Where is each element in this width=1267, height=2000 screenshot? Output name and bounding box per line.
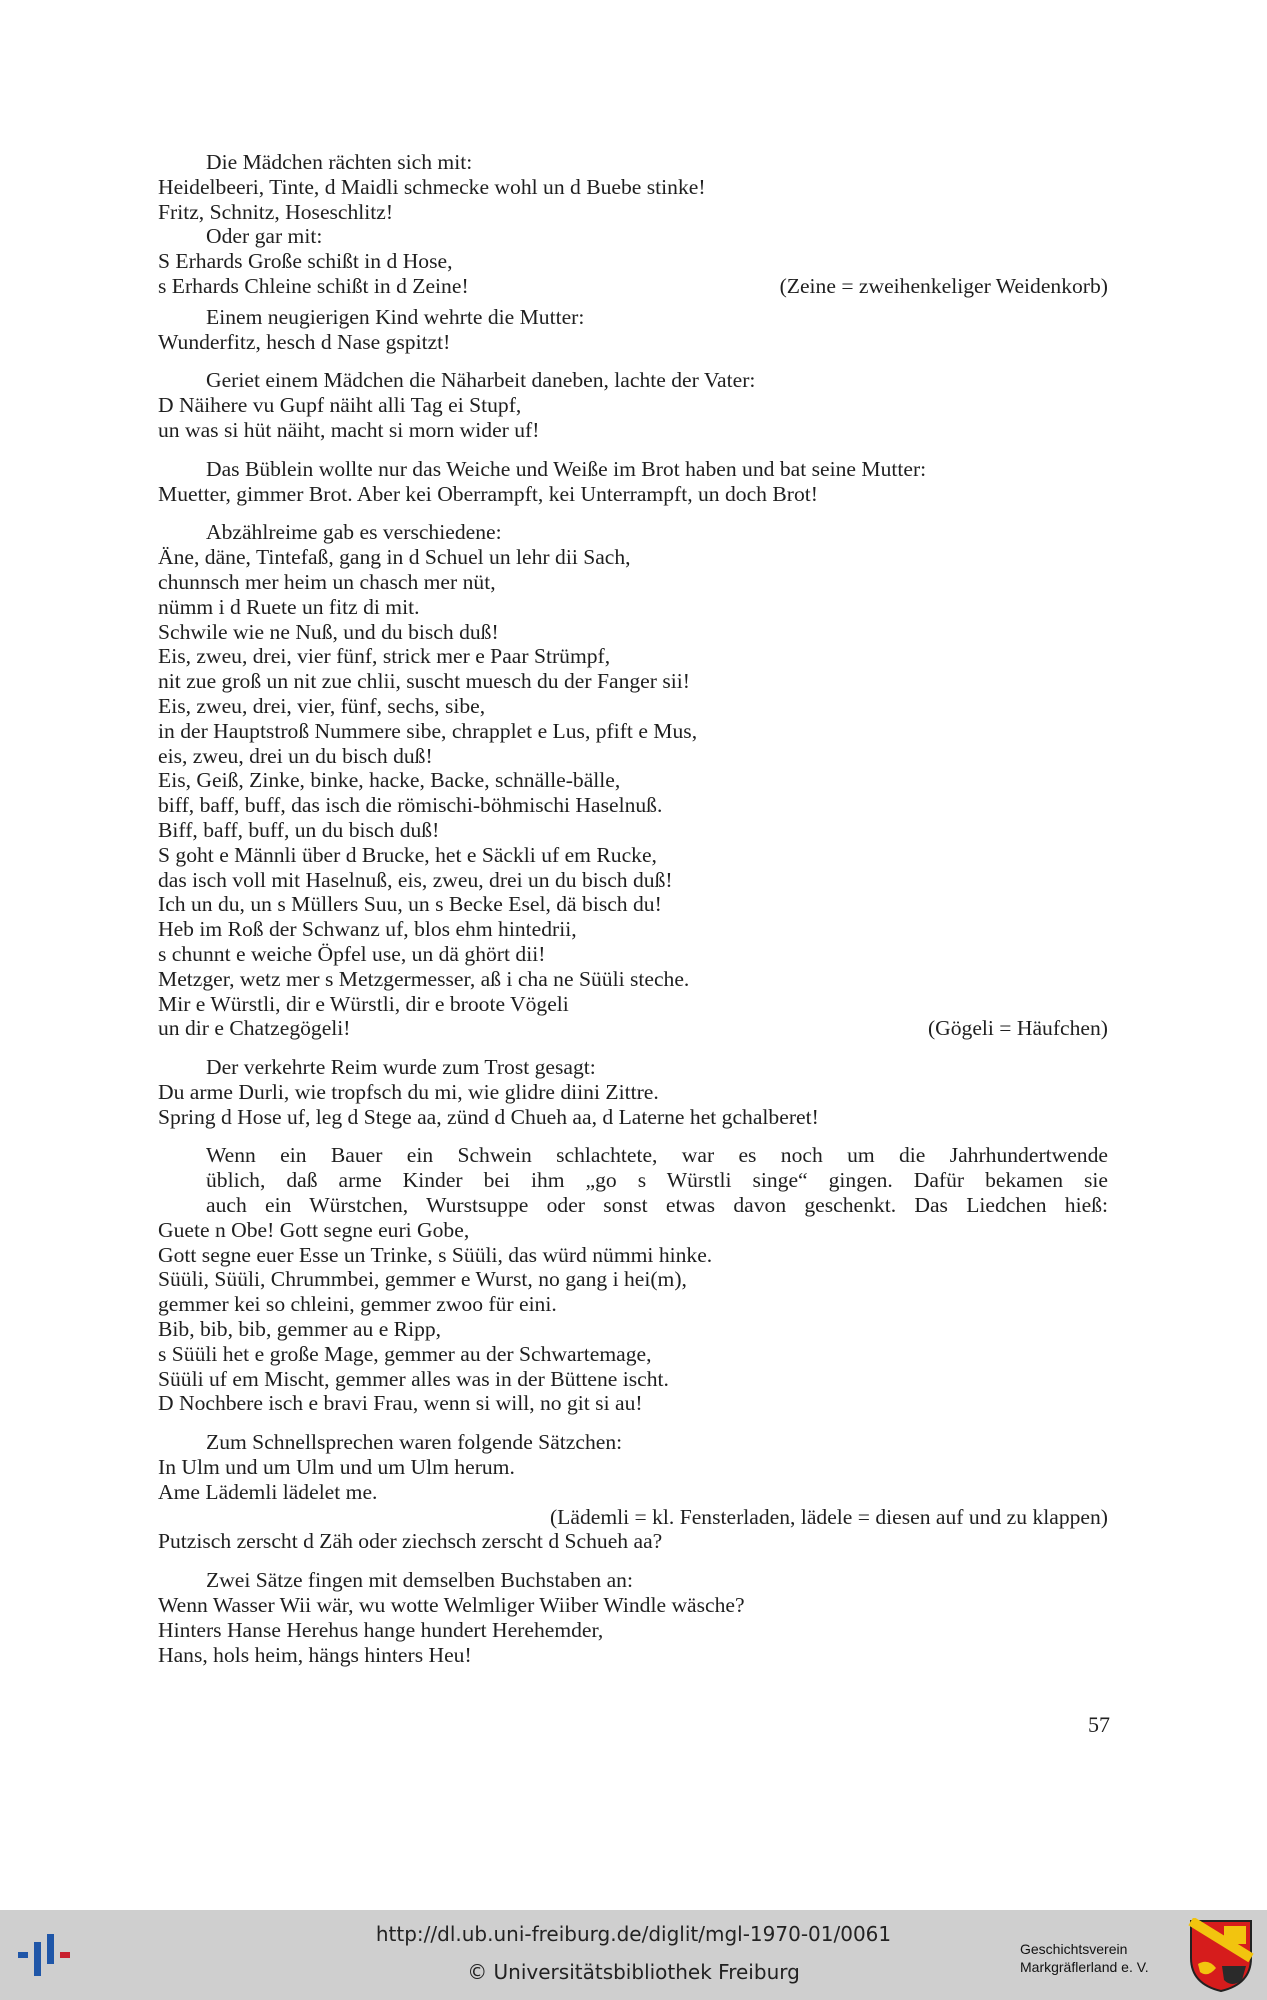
- text-line: S goht e Männli über d Brucke, het e Säckli uf em Rucke,: [158, 842, 657, 867]
- text-line: Hinters Hanse Herehus hange hundert Herehemder,: [158, 1617, 604, 1642]
- text-line: D Nochbere isch e bravi Frau, wenn si will, no git si au!: [158, 1391, 643, 1416]
- text-line: eis, zweu, drei un du bisch duß!: [158, 743, 433, 768]
- society-line: Geschichtsverein: [1020, 1941, 1128, 1957]
- text-line: Eis, Geiß, Zinke, binke, hacke, Backe, schnälle-bälle,: [158, 768, 621, 793]
- text-line: In Ulm und um Ulm und um Ulm herum.: [158, 1455, 515, 1480]
- text-line: nit zue groß un nit zue chlii, suscht muesch du der Fanger sii!: [158, 669, 690, 694]
- text-line: s chunnt e weiche Öpfel use, un dä ghört dii!: [158, 941, 546, 966]
- text-line: Der verkehrte Reim wurde zum Trost gesagt:: [206, 1055, 596, 1080]
- paragraph-naeihere: [158, 368, 1108, 442]
- paragraph-verkehrter-reim: [158, 1055, 1108, 1129]
- text-line: Du arme Durli, wie tropfsch du mi, wie glidre diini Zittre.: [158, 1079, 659, 1104]
- text-line: Wunderfitz, hesch d Nase gspitzt!: [158, 329, 451, 354]
- text-line: Schwile wie ne Nuß, und du bisch duß!: [158, 619, 499, 644]
- document-url-link[interactable]: http://dl.ub.uni-freiburg.de/diglit/mgl-1970-01/0061: [375, 1922, 892, 1946]
- footnote-gloss: (Zeine = zweihenkeliger Weidenkorb): [779, 273, 1108, 298]
- paragraph-gleiche-buchstaben: [158, 1568, 1108, 1667]
- text-line: Metzger, wetz mer s Metzgermesser, aß i cha ne Süüli steche.: [158, 966, 690, 991]
- footnote-gloss: (Lädemli = kl. Fensterladen, lädele = diesen auf und zu klappen): [549, 1504, 1108, 1529]
- text-line: Einem neugierigen Kind wehrte die Mutter:: [206, 304, 585, 329]
- text-line: Bib, bib, bib, gemmer au e Ripp,: [158, 1317, 442, 1342]
- text-line: Biff, baff, buff, un du bisch duß!: [158, 817, 440, 842]
- text-line: Muetter, gimmer Brot. Aber kei Oberrampft, kei Unterrampft, un doch Brot!: [158, 481, 818, 506]
- coat-of-arms-icon: [1188, 1918, 1254, 1994]
- prose-line: Wenn ein Bauer ein Schwein schlachtete, war es noch um die Jahrhundertwende: [206, 1143, 1108, 1168]
- prose-line: auch ein Würstchen, Wurstsuppe oder sonst etwas davon geschenkt. Das Liedchen hieß:: [206, 1193, 1108, 1218]
- text-line: s Süüli het e große Mage, gemmer au der Schwartemage,: [158, 1341, 652, 1366]
- text-line: Eis, zweu, drei, vier, fünf, sechs, sibe,: [158, 693, 486, 718]
- text-line: Wenn Wasser Wii wär, wu wotte Welmliger Wiiber Windle wäsche?: [158, 1593, 745, 1618]
- text-line: un was si hüt näiht, macht si morn wider uf!: [158, 417, 540, 442]
- text-line: gemmer kei so chleini, gemmer zwoo für eini.: [158, 1292, 557, 1317]
- text-line: Geriet einem Mädchen die Näharbeit daneben, lachte der Vater:: [206, 368, 756, 393]
- text-line: s Erhards Chleine schißt in d Zeine!: [158, 273, 469, 298]
- prose-line: üblich, daß arme Kinder bei ihm „go s Würstli singe“ gingen. Dafür bekamen sie: [206, 1168, 1108, 1193]
- copyright-notice: © Universitätsbibliothek Freiburg: [467, 1960, 800, 1984]
- text-line: biff, baff, buff, das isch die römischi-böhmischi Haselnuß.: [158, 793, 663, 818]
- footnote-gloss: (Gögeli = Häufchen): [927, 1016, 1108, 1041]
- footer-bar: [0, 1910, 1267, 2000]
- text-line: Süüli, Süüli, Chrummbei, gemmer e Wurst, no gang i hei(m),: [158, 1267, 687, 1292]
- verse-with-note: [158, 1016, 1108, 1041]
- paragraph-schnellsprechen: [158, 1430, 1108, 1554]
- text-line: Oder gar mit:: [206, 224, 323, 249]
- text-line: Ich un du, un s Müllers Suu, un s Becke Esel, dä bisch du!: [158, 892, 662, 917]
- verse-with-note: [158, 274, 1108, 299]
- paragraph-wuerstli-singe: [158, 1143, 1108, 1416]
- text-line: Abzählreime gab es verschiedene:: [206, 520, 502, 545]
- text-line: Heb im Roß der Schwanz uf, blos ehm hintedrii,: [158, 917, 577, 942]
- text-line: un dir e Chatzegögeli!: [158, 1016, 351, 1041]
- text-line: S Erhards Große schißt in d Hose,: [158, 249, 453, 274]
- text-line: Zum Schnellsprechen waren folgende Sätzchen:: [206, 1430, 623, 1455]
- paragraph-maedchen: [158, 150, 1108, 299]
- text-line: Heidelbeeri, Tinte, d Maidli schmecke wohl un d Buebe stinke!: [158, 174, 706, 199]
- text-line: Eis, zweu, drei, vier fünf, strick mer e Paar Strümpf,: [158, 644, 611, 669]
- society-name: [1020, 1940, 1155, 1976]
- text-line: Die Mädchen rächten sich mit:: [206, 150, 473, 174]
- text-line: Gott segne euer Esse un Trinke, s Süüli, das würd nümmi hinke.: [158, 1242, 713, 1267]
- text-line: Süüli uf em Mischt, gemmer alles was in der Büttene ischt.: [158, 1366, 669, 1391]
- text-line: chunnsch mer heim un chasch mer nüt,: [158, 569, 496, 594]
- text-line: Spring d Hose uf, leg d Stege aa, zünd d Chueh aa, d Laterne het gchalberet!: [158, 1104, 819, 1129]
- text-line: Fritz, Schnitz, Hoseschlitz!: [158, 199, 394, 224]
- paragraph-wunderfitz: [158, 305, 1108, 355]
- text-line: D Näihere vu Gupf näiht alli Tag ei Stupf,: [158, 393, 522, 418]
- society-line: Markgräflerland e. V.: [1020, 1959, 1149, 1975]
- paragraph-brot: [158, 457, 1108, 507]
- text-line: das isch voll mit Haselnuß, eis, zweu, drei un du bisch duß!: [158, 867, 673, 892]
- text-line: Putzisch zerscht d Zäh oder ziechsch zerscht d Schueh aa?: [158, 1529, 663, 1554]
- text-line: Guete n Obe! Gott segne euri Gobe,: [158, 1217, 470, 1242]
- page-number: 57: [1088, 1712, 1110, 1737]
- text-line: Äne, däne, Tintefaß, gang in d Schuel un lehr dii Sach,: [158, 545, 631, 570]
- text-line: Ame Lädemli lädelet me.: [158, 1479, 378, 1504]
- text-line: in der Hauptstroß Nummere sibe, chrapplet e Lus, pfift e Mus,: [158, 718, 698, 743]
- text-line: Hans, hols heim, hängs hinters Heu!: [158, 1642, 472, 1667]
- text-line: Mir e Würstli, dir e Würstli, dir e broote Vögeli: [158, 991, 569, 1016]
- text-line: Zwei Sätze fingen mit demselben Buchstaben an:: [206, 1568, 633, 1593]
- body-text: [158, 150, 1108, 1681]
- text-line: Das Büblein wollte nur das Weiche und Weiße im Brot haben und bat seine Mutter:: [206, 456, 927, 481]
- paragraph-abzaehlreime: [158, 520, 1108, 1041]
- text-line: nümm i d Ruete un fitz di mit.: [158, 594, 420, 619]
